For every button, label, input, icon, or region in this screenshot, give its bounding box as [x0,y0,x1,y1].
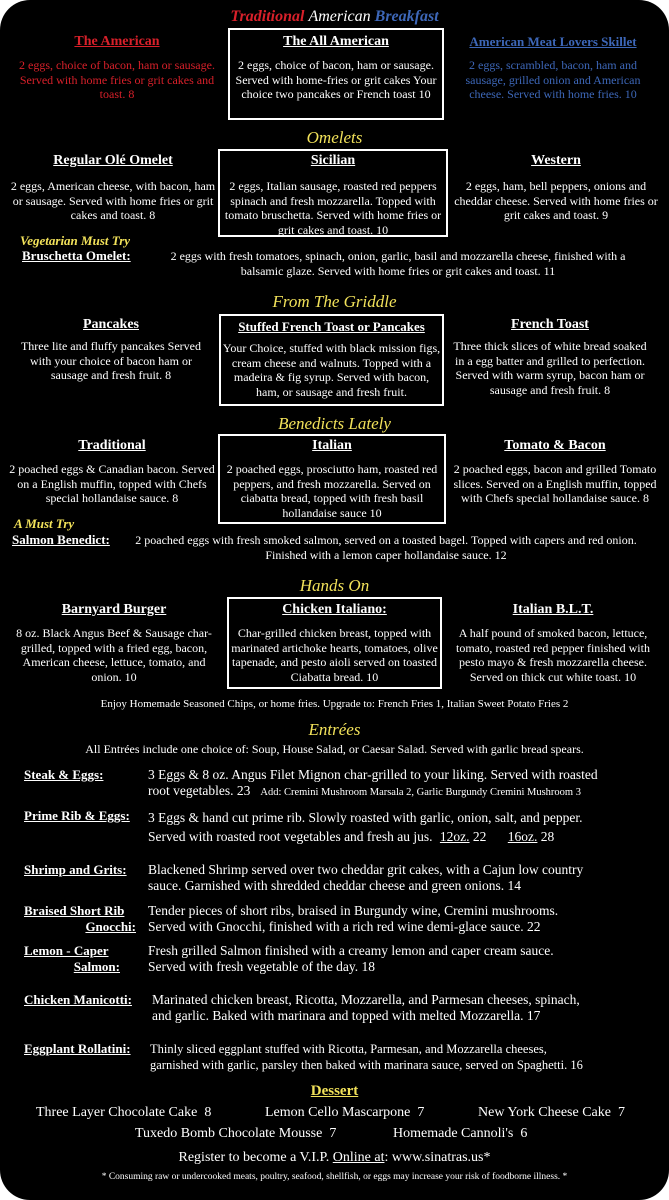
name-line: Salmon: [73,959,120,974]
desc-line: Thinly sliced eggplant stuffed with Ricotta, Parmesan, and Mozzarella cheeses, [150,1042,547,1056]
desc-line: root vegetables. 23 [148,783,251,798]
desc-line: and garlic. Baked with marinara and topped with melted Mozzarella. 17 [152,1008,541,1023]
section-heading-omelets: Omelets [306,128,363,147]
desc-line: Marinated chicken breast, Ricotta, Mozzarella, and Parmesan cheeses, spinach, [152,992,580,1007]
menu-item-ole-omelet [10,153,216,223]
item-desc: 2 eggs, choice of bacon, ham or sausage. Served with home-fries or grit cakes Your choice two pancakes or French toast 10 [235,58,437,101]
menu-item-western [452,153,660,223]
item-desc: 2 eggs, ham, bell peppers, onions and cheddar cheese. Served with home fries or grit cakes and toast. 9 [454,179,658,222]
item-desc: 2 eggs, Italian sausage, roasted red peppers spinach and fresh mozzarella. Topped with tomato bruschetta. Served with home fries or grit cakes and toast. 10 [224,179,442,237]
special-tag-vegetarian: Vegetarian Must Try [20,233,131,248]
page-title [0,8,669,26]
menu-item-chicken-italiano [230,602,439,684]
dessert-item: Three Layer Chocolate Cake 8 [36,1105,212,1120]
section-heading-dessert: Dessert [310,1083,359,1099]
dessert-item: New York Cheese Cake 7 [478,1105,625,1120]
item-name: Tomato & Bacon [504,438,606,453]
entree-desc-lemon-caper-salmon [148,943,663,975]
special-tag-must-try: A Must Try [14,516,75,531]
hands-on-sides-note: Enjoy Homemade Seasoned Chips, or home fries. Upgrade to: French Fries 1, Italian Sweet Potato Fries 2 [100,698,569,710]
title-word-breakfast: Breakfast [374,8,439,25]
name-line: Braised Short Rib [24,903,125,918]
item-name-bruschetta-omelet: Bruschetta Omelet: [22,248,131,263]
item-desc: 2 poached eggs & Canadian bacon. Served on a English muffin, topped with Chefs special hollandaise sauce. 8 [9,462,215,505]
item-name: American Meat Lovers Skillet [469,34,637,49]
vip-text: Register to become a V.I.P. [178,1150,330,1165]
desc-line: garnished with garlic, parsley then baked with marinara sauce, served on Spaghetti. 16 [150,1058,583,1072]
entrees-included-note: All Entrées include one choice of: Soup, House Salad, or Caesar Salad. Served with garlic bread spears. [85,742,584,756]
item-desc: 2 poached eggs, bacon and grilled Tomato slices. Served on a English muffin, topped with Chefs special hollandaise sauce. 8 [453,462,657,505]
menu-item-tomato-bacon-benedict [450,438,660,506]
menu-item-barnyard-burger [8,602,220,684]
entree-desc-steak-eggs [148,767,658,801]
title-word-traditional: Traditional [230,8,305,25]
prime-rib-price-12oz: 22 [472,829,487,844]
item-name: The American [74,34,160,49]
prime-rib-price-16oz: 28 [540,829,555,844]
item-desc: Three lite and fluffy pancakes Served with your choice of bacon ham or sausage and fresh fruit. 8 [20,339,202,382]
section-heading-griddle: From The Griddle [272,292,397,311]
desc-line: sauce. Garnished with shredded cheddar cheese and green onions. 14 [148,878,521,893]
menu-item-the-american [12,34,222,102]
entree-name-chicken-manicotti: Chicken Manicotti: [24,992,132,1007]
section-heading-benedicts: Benedicts Lately [278,414,391,433]
entree-desc-short-rib [148,903,663,935]
menu-item-italian-benedict [221,438,443,520]
entree-desc-chicken-manicotti [152,992,662,1024]
item-name: Pancakes [83,317,139,332]
desc-line: Served with roasted root vegetables and fresh au jus. [148,829,433,844]
item-desc: 8 oz. Black Angus Beef & Sausage char-grilled, topped with a fried egg, bacon, American cheese, lettuce, tomato, and onion. 10 [16,626,212,684]
item-name: Italian B.L.T. [512,602,594,617]
item-name: Chicken Italiano: [282,602,387,617]
entree-name-eggplant-rollatini: Eggplant Rollatini: [24,1041,131,1056]
desc-line: Fresh grilled Salmon finished with a creamy lemon and caper cream sauce. [148,943,554,958]
vip-online-link[interactable]: Online at [332,1150,385,1165]
entree-desc-prime-rib [148,808,663,846]
desc-line: 3 Eggs & 8 oz. Angus Filet Mignon char-grilled to your liking. Served with roasted [148,767,598,782]
item-desc: 2 poached eggs, prosciutto ham, roasted red peppers, and fresh mozzarella. Served on ciabatta bread, topped with fresh basil hollandaise sauce 10 [226,462,438,520]
steak-addons: Add: Cremini Mushroom Marsala 2, Garlic Burgundy Cremini Mushroom 3 [260,787,581,798]
entree-name-short-rib [24,903,136,935]
menu-item-italian-blt [446,602,660,684]
item-name: Western [531,153,581,168]
item-desc: A half pound of smoked bacon, lettuce, tomato, roasted red pepper finished with pesto mayo & fresh mozzarella cheese. Served on thick cut white toast. 10 [456,626,650,684]
item-name: French Toast [511,317,589,332]
menu-item-all-american [232,34,440,102]
name-line: Gnocchi: [85,919,136,934]
section-heading-entrees: Entrées [308,720,361,739]
entree-name-prime-rib: Prime Rib & Eggs: [24,808,130,823]
menu-item-stuffed-french-toast [222,319,441,399]
item-desc-bruschetta-omelet: 2 eggs with fresh tomatoes, spinach, onion, garlic, basil and mozzarella cheese, finished with a balsamic glaze. Served with home fries or grit cakes and toast. 11 [170,249,626,278]
vip-url: : www.sinatras.us* [384,1150,491,1165]
entree-desc-shrimp-grits [148,862,663,894]
menu-item-pancakes [10,317,212,383]
desc-line: Tender pieces of short ribs, braised in Burgundy wine, Cremini mushrooms. [148,903,559,918]
item-name: Regular Olé Omelet [53,153,173,168]
item-name: Stuffed French Toast or Pancakes [238,319,425,334]
item-desc: Three thick slices of white bread soaked in a egg batter and grilled to perfection. Served with warm syrup, bacon ham or sausage and fresh fruit. 8 [453,339,647,397]
prime-rib-size-16oz: 16oz. [507,829,538,844]
entree-name-lemon-caper-salmon [24,943,120,975]
name-line: Lemon - Caper [24,943,109,958]
item-name: Barnyard Burger [61,602,167,617]
item-desc: 2 eggs, scrambled, bacon, ham and sausage, grilled onion and American cheese. Served with home fries. 10 [465,58,641,101]
dessert-item: Lemon Cello Mascarpone 7 [265,1105,425,1120]
desc-line: Served with Gnocchi, finished with a rich red wine demi-glace sauce. 22 [148,919,541,934]
desc-line: Served with fresh vegetable of the day. 18 [148,959,376,974]
entree-name-steak-eggs: Steak & Eggs: [24,767,104,782]
dessert-item: Homemade Cannoli's 6 [393,1126,528,1141]
item-name-salmon-benedict: Salmon Benedict: [12,532,110,547]
item-name: Italian [312,438,352,453]
menu-item-meat-lovers-skillet [448,34,658,102]
item-name: The All American [283,34,389,49]
item-name: Sicilian [310,153,356,168]
menu-item-traditional-benedict [8,438,216,506]
section-heading-hands-on: Hands On [299,576,370,595]
dessert-item: Tuxedo Bomb Chocolate Mousse 7 [135,1126,337,1141]
item-name: Traditional [78,438,146,453]
vip-register-line [0,1150,669,1166]
entree-desc-eggplant-rollatini [150,1041,665,1073]
item-desc: Char-grilled chicken breast, topped with marinated artichoke hearts, tomatoes, olive tapenade, and pesto aioli served on toasted Ciabatta bread. 10 [231,626,438,684]
desc-line: Blackened Shrimp served over two cheddar grit cakes, with a Cajun low country [148,862,584,877]
item-desc: 2 eggs, American cheese, with bacon, ham or sausage. Served with home fries or grit cakes and toast. 8 [10,179,216,222]
prime-rib-size-12oz: 12oz. [439,829,470,844]
item-desc-salmon-benedict: 2 poached eggs with fresh smoked salmon, served on a toasted bagel. Topped with capers and red onion. Finished with a lemon caper hollandaise sauce. 12 [135,533,637,562]
food-safety-disclaimer: * Consuming raw or undercooked meats, poultry, seafood, shellfish, or eggs may increase your risk of foodborne illness. * [101,1172,568,1182]
title-word-american: American [308,8,371,25]
item-desc: 2 eggs, choice of bacon, ham or sausage. Served with home fries or grit cakes and toast. 8 [19,58,215,101]
item-desc: Your Choice, stuffed with black mission figs, cream cheese and walnuts. Topped with a madeira & fig syrup. Served with bacon, ham, or sausage and fresh fruit. [222,341,441,399]
menu-item-sicilian [221,153,445,237]
entree-name-shrimp-grits: Shrimp and Grits: [24,862,127,877]
desc-line: 3 Eggs & hand cut prime rib. Slowly roasted with garlic, onion, salt, and pepper. [148,810,583,825]
menu-item-french-toast [452,317,648,397]
